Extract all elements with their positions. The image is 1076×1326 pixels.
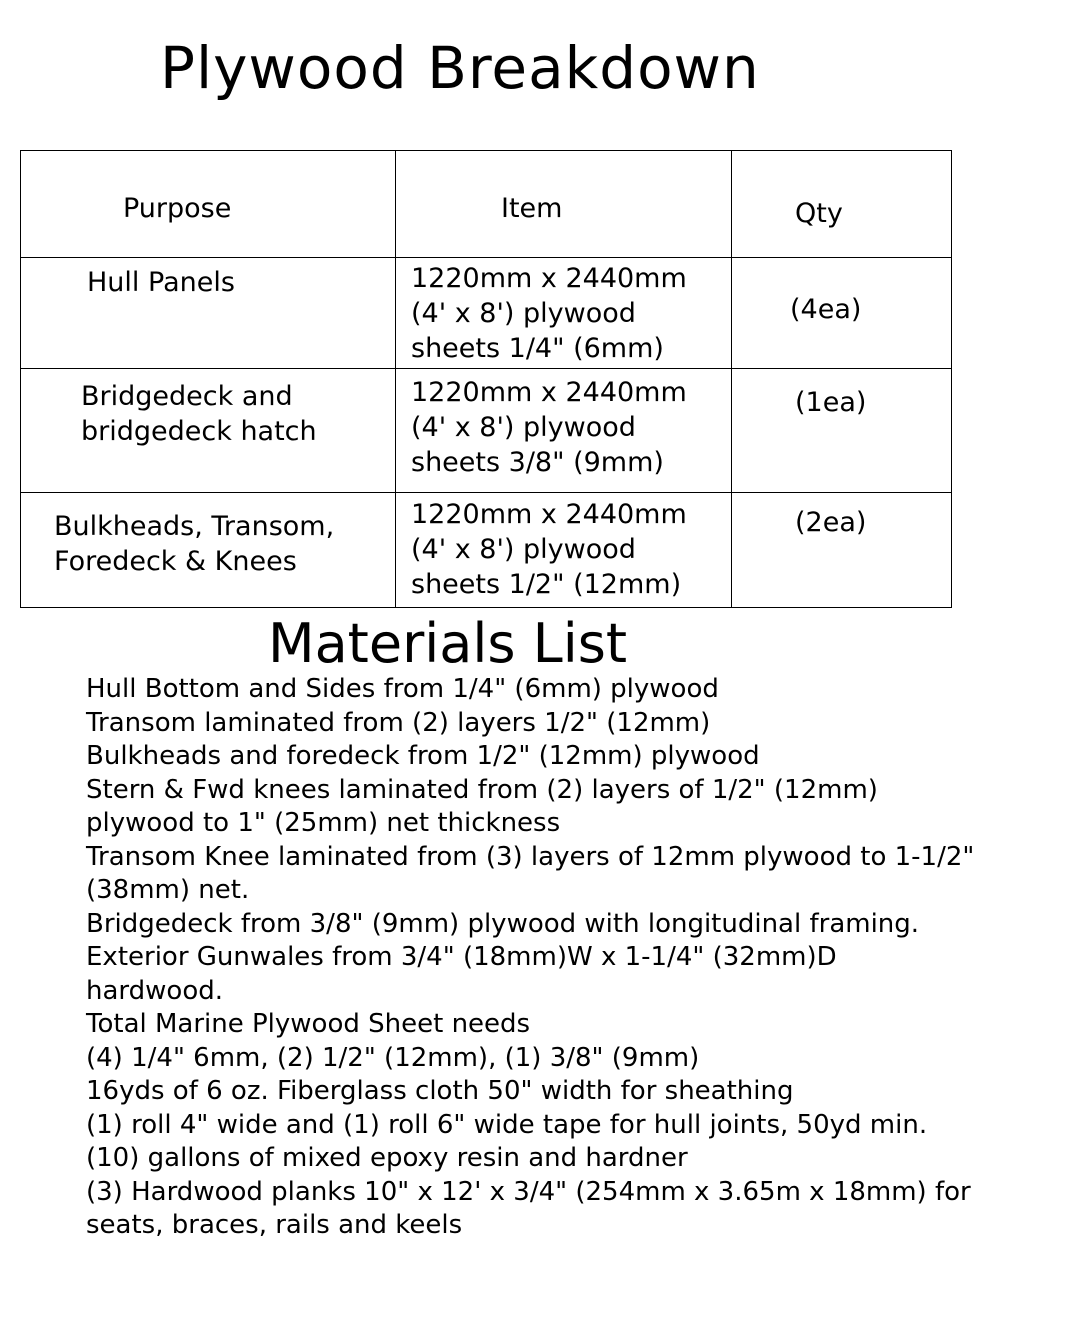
materials-list xyxy=(86,673,1046,1243)
row-1-purpose: Hull Panels xyxy=(87,267,235,298)
row-2-qty: (1ea) xyxy=(795,387,867,418)
row-divider xyxy=(21,492,951,493)
row-divider xyxy=(21,368,951,369)
row-2-purpose: Bridgedeck and bridgedeck hatch xyxy=(81,381,317,447)
list-item: plywood to 1" (25mm) net thickness xyxy=(86,808,561,838)
list-item: Total Marine Plywood Sheet needs xyxy=(86,1009,531,1039)
row-3-purpose: Bulkheads, Transom, Foredeck & Knees xyxy=(54,511,335,577)
row-1-item: 1220mm x 2440mm (4' x 8') plywood sheets 1/4" (6mm) xyxy=(411,263,687,364)
column-divider xyxy=(395,151,396,607)
list-item: seats, braces, rails and keels xyxy=(86,1210,463,1240)
list-item: Exterior Gunwales from 3/4" (18mm)W x 1-1/4" (32mm)D xyxy=(86,942,837,972)
plywood-table xyxy=(20,150,952,608)
row-1-qty: (4ea) xyxy=(790,294,862,325)
row-3-item: 1220mm x 2440mm (4' x 8') plywood sheets 1/2" (12mm) xyxy=(411,499,687,600)
row-3-qty: (2ea) xyxy=(795,507,867,538)
list-item: Bridgedeck from 3/8" (9mm) plywood with longitudinal framing. xyxy=(86,908,920,939)
header-purpose: Purpose xyxy=(123,193,232,224)
header-qty: Qty xyxy=(795,198,843,229)
list-item: Hull Bottom and Sides from 1/4" (6mm) plywood xyxy=(86,674,719,704)
materials-heading: Materials List xyxy=(268,612,628,675)
column-divider xyxy=(731,151,732,607)
header-item: Item xyxy=(501,193,563,224)
list-item: Transom laminated from (2) layers 1/2" (12mm) xyxy=(86,707,711,738)
row-divider xyxy=(21,257,951,258)
list-item: (1) roll 4" wide and (1) roll 6" wide tape for hull joints, 50yd min. xyxy=(86,1109,928,1140)
list-item: Stern & Fwd knees laminated from (2) layers of 1/2" (12mm) xyxy=(86,774,878,805)
row-2-item: 1220mm x 2440mm (4' x 8') plywood sheets 3/8" (9mm) xyxy=(411,377,687,478)
list-item: hardwood. xyxy=(86,975,223,1006)
list-item: Transom Knee laminated from (3) layers of 12mm plywood to 1-1/2" xyxy=(86,841,975,872)
list-item: 16yds of 6 oz. Fiberglass cloth 50" width for sheathing xyxy=(86,1076,794,1106)
page-title: Plywood Breakdown xyxy=(160,34,760,102)
list-item: (10) gallons of mixed epoxy resin and hardner xyxy=(86,1143,688,1173)
list-item: (4) 1/4" 6mm, (2) 1/2" (12mm), (1) 3/8" (9mm) xyxy=(86,1042,700,1073)
list-item: (3) Hardwood planks 10" x 12' x 3/4" (254mm x 3.65m x 18mm) for xyxy=(86,1176,971,1207)
list-item: Bulkheads and foredeck from 1/2" (12mm) plywood xyxy=(86,741,760,771)
list-item: (38mm) net. xyxy=(86,875,250,905)
